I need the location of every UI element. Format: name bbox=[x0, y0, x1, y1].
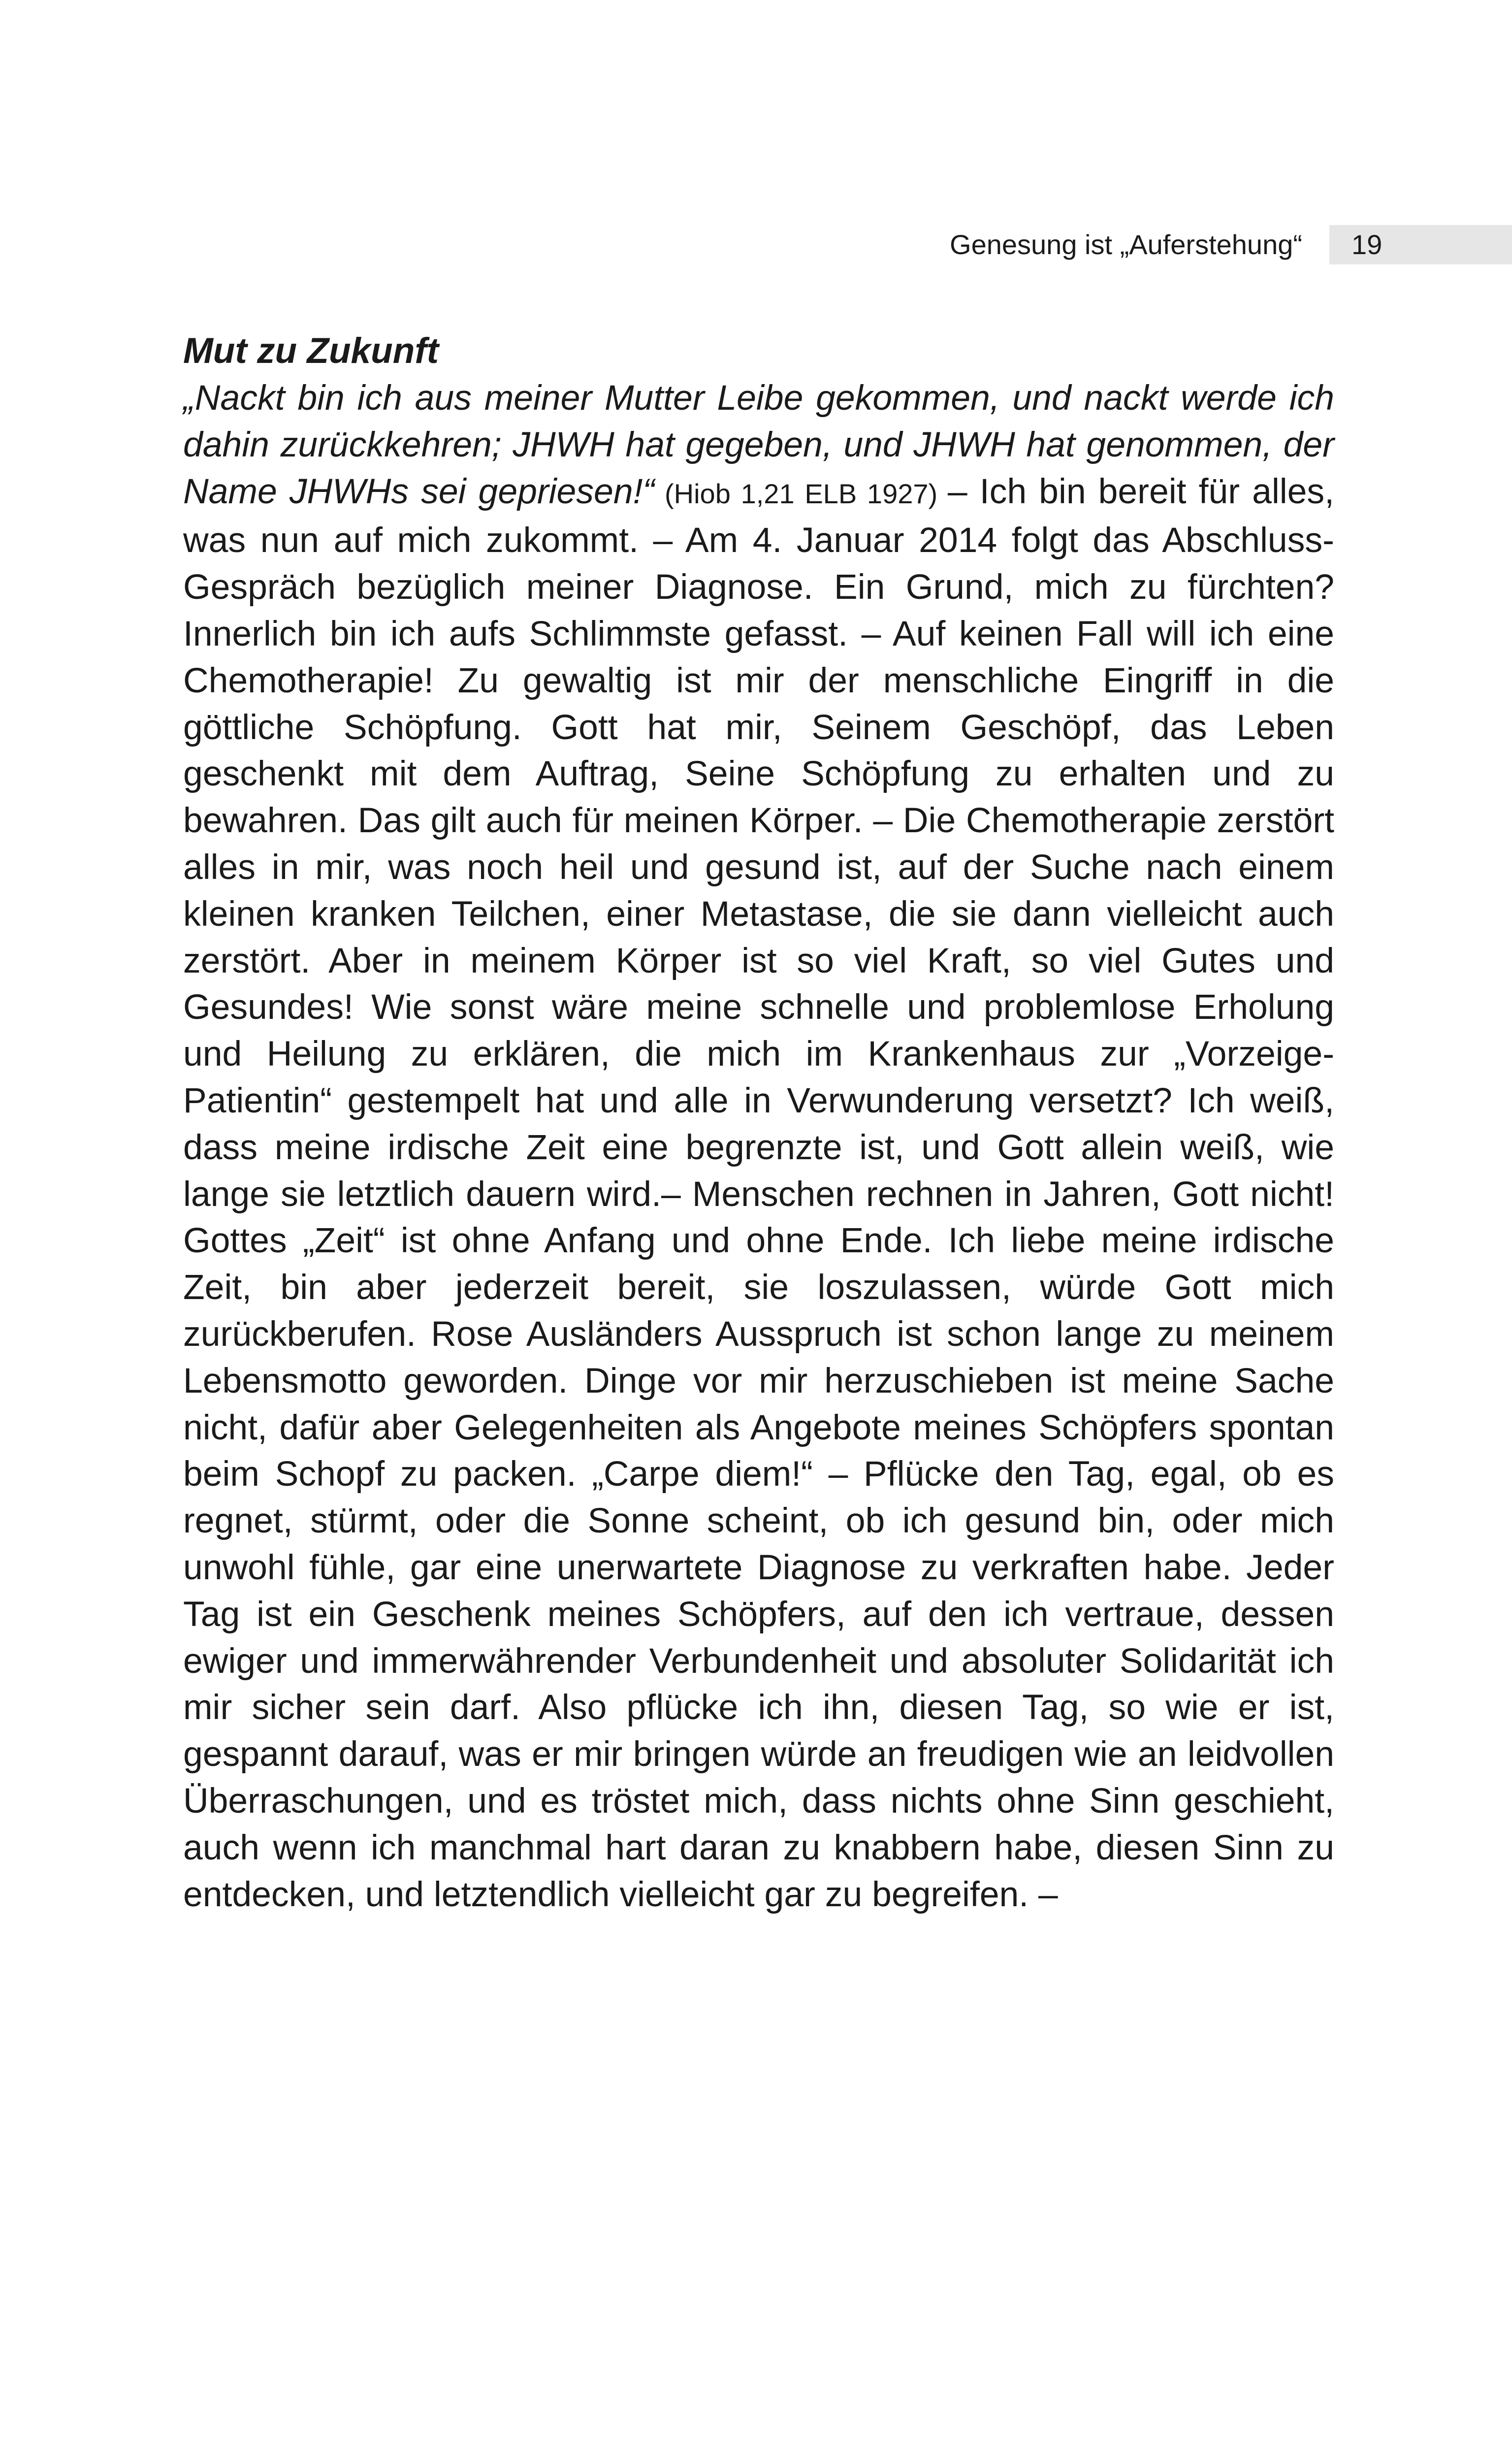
running-title: Genesung ist „Auferstehung“ bbox=[950, 229, 1302, 260]
page-number: 19 bbox=[1351, 229, 1383, 260]
page-content bbox=[183, 327, 1334, 1918]
body-paragraph bbox=[183, 375, 1334, 1918]
page-number-box bbox=[1329, 225, 1512, 264]
bible-quote: „Nackt bin ich aus meiner Mutter Leibe gekommen, und nackt werde ich dahin zurückkehren; JHWH hat gegeben, und JHWH hat genommen, der Name JHWHs sei gepriesen!“ bbox=[183, 378, 1334, 511]
running-header bbox=[916, 225, 1512, 264]
quote-citation: (Hiob 1,21 ELB 1927) bbox=[654, 478, 948, 509]
body-text: – Ich bin bereit für alles, was nun auf mich zukommt. – Am 4. Januar 2014 folgt das Abschluss-Gespräch bezüglich meiner Diagnose. Ein Grund, mich zu fürchten? Innerlich bin ich aufs Schlimmste gefasst. – Auf keinen Fall will ich eine Chemotherapie! Zu gewaltig ist mir der menschliche Eingriff in die göttliche Schöpfung. Gott hat mir, Seinem Geschöpf, das Leben geschenkt mit dem Auftrag, Seine Schöpfung zu erhalten und zu bewahren. Das gilt auch für meinen Körper. – Die Chemotherapie zerstört alles in mir, was noch heil und gesund ist, auf der Suche nach einem kleinen kranken Teilchen, einer Metastase, die sie dann vielleicht auch zerstört. Aber in meinem Körper ist so viel Kraft, so viel Gutes und Gesundes! Wie sonst wäre meine schnelle und problemlose Erholung und Heilung zu erklären, die mich im Krankenhaus zur „Vorzeige-Patientin“ gestempelt hat und alle in Verwunderung versetzt? Ich weiß, dass meine irdische Zeit eine begrenzte ist, und Gott allein weiß, wie lange sie letztlich dauern wird.– Menschen rechnen in Jahren, Gott nicht! Gottes „Zeit“ ist ohne Anfang und ohne Ende. Ich liebe meine irdische Zeit, bin aber jederzeit bereit, sie loszulassen, würde Gott mich zurückberufen. Rose Ausländers Ausspruch ist schon lange zu meinem Lebensmotto geworden. Dinge vor mir herzuschieben ist meine Sache nicht, dafür aber Gelegenheiten als Angebote meines Schöpfers spontan beim Schopf zu packen. „Carpe diem!“ – Pflücke den Tag, egal, ob es regnet, stürmt, oder die Sonne scheint, ob ich gesund bin, oder mich unwohl fühle, gar eine unerwartete Diagnose zu verkraften habe. Jeder Tag ist ein Geschenk meines Schöpfers, auf den ich vertraue, dessen ewiger und immerwährender Verbundenheit und absoluter Solidarität ich mir sicher sein darf. Also pflücke ich ihn, diesen Tag, so wie er ist, gespannt darauf, was er mir bringen würde an freudigen wie an leidvollen Überraschungen, und es tröstet mich, dass nichts ohne Sinn geschieht, auch wenn ich manchmal hart daran zu knabbern habe, diesen Sinn zu entdecken, und letztendlich vielleicht gar zu begreifen. – bbox=[183, 471, 1334, 1914]
section-heading: Mut zu Zukunft bbox=[183, 331, 439, 371]
